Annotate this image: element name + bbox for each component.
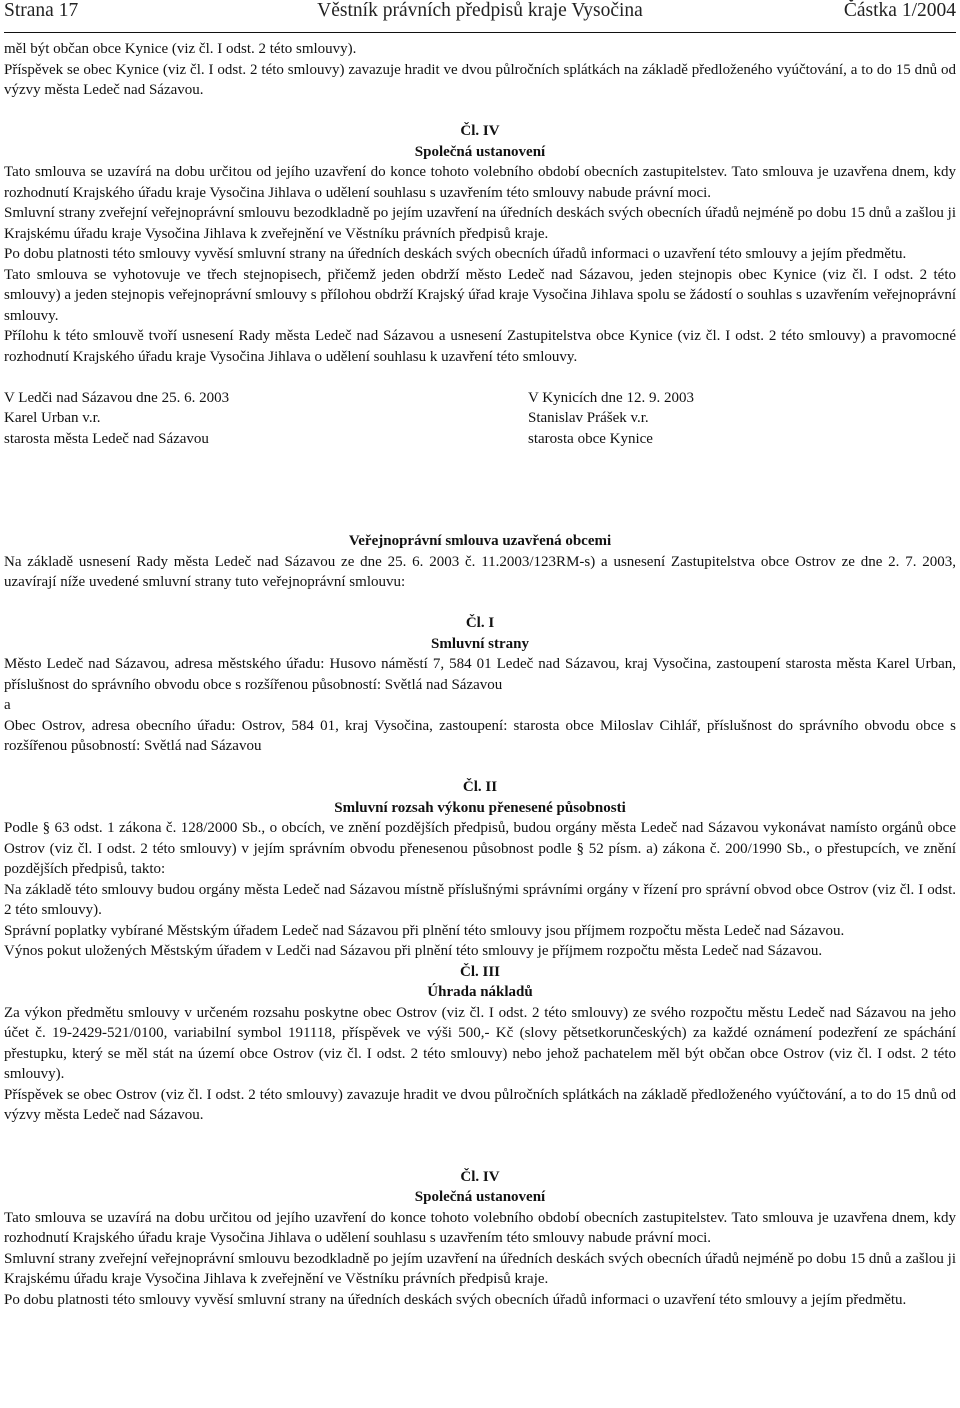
paragraph: Za výkon předmětu smlouvy v určeném rozsahu poskytne obec Ostrov (viz čl. I odst. 2 této smlouvy) ze svého rozpočtu městu Ledeč nad Sázavou na jeho účet č. 19-2429-521/0100, variabilní symbol 191118, příspěvek ve výši 500,- Kč (slovy pětsetkorunčeských) za každé oznámení podezření ze spáchání přestupku, který se měl stát na území obce Ostrov (viz čl. I odst. 2 této smlouvy) nebo jehož pachatelem měl být občan obce Ostrov (viz čl. I odst. 2 této smlouvy). xyxy=(4,1004,956,1082)
contract-title: Veřejnoprávní smlouva uzavřená obcemi xyxy=(348,533,612,549)
article-subheading: Úhrada nákladů xyxy=(427,984,533,1000)
paragraph: Na základě usnesení Rady města Ledeč nad Sázavou ze dne 25. 6. 2003 č. 11.2003/123RM-s) a usnesení Zastupitelstva obce Ostrov ze dne 2. 7. 2003, uzavírají níže uvedené smluvní strany tuto veřejnoprávní smlouvu: xyxy=(4,553,956,590)
paragraph: Výnos pokut uložených Městským úřadem v Ledči nad Sázavou při plnění této smlouvy je příjmem rozpočtu města Ledeč nad Sázavou. xyxy=(4,943,823,959)
article-heading: Čl. IV xyxy=(460,123,500,139)
paragraph: Po dobu platnosti této smlouvy vyvěsí smluvní strany na úředních deskách svých obecních úřadů informaci o uzavření této smlouvy a jejím předmětu. xyxy=(4,246,907,262)
paragraph: Po dobu platnosti této smlouvy vyvěsí smluvní strany na úředních deskách svých obecních úřadů informaci o uzavření této smlouvy a jejím předmětu. xyxy=(4,1291,907,1308)
paragraph: Podle § 63 odst. 1 zákona č. 128/2000 Sb., o obcích, ve znění pozdějších předpisů, budou orgány města Ledeč nad Sázavou vykonávat namísto orgánů obce Ostrov (viz čl. I odst. 2 této smlouvy) v jejím správním obvodu přenesenou působnost podle § 52 písm. a) zákona č. 200/1990 Sb., o přestupcích, ve znění pozdějších předpisů, takto: xyxy=(4,820,956,877)
signature-role: starosta města Ledeč nad Sázavou xyxy=(4,430,209,447)
paragraph: a xyxy=(4,697,11,713)
paragraph: měl být občan obce Kynice (viz čl. I odst. 2 této smlouvy). xyxy=(4,41,357,57)
paragraph: Příspěvek se obec Ostrov (viz čl. I odst. 2 této smlouvy) zavazuje hradit ve dvou půlročních splátkách na základě předloženého vyúčtování, a to do 15 dnů od výzvy města Ledeč nad Sázavou. xyxy=(4,1086,956,1123)
paragraph: Město Ledeč nad Sázavou, adresa městského úřadu: Husovo náměstí 7, 584 01 Ledeč nad Sázavou, kraj Vysočina, zastoupení starosta města Karel Urban, příslušnost do správního obvodu obce s rozšířenou působností: Světlá nad Sázavou xyxy=(4,656,956,693)
paragraph: Smluvní strany zveřejní veřejnoprávní smlouvu bezodkladně po jejím uzavření na úředních deskách svých obecních úřadů nejméně po dobu 15 dnů a zašlou ji Krajskému úřadu kraje Vysočina Jihlava k zveřejnění ve Věstníku právních předpisů kraje. xyxy=(4,205,956,242)
paragraph: Obec Ostrov, adresa obecního úřadu: Ostrov, 584 01, kraj Vysočina, zastoupení: starosta obce Miloslav Cihlář, příslušnost do správního obvodu obce s rozšířenou působností: Světlá nad Sázavou xyxy=(4,717,956,754)
paragraph: Tato smlouva se vyhotovuje ve třech stejnopisech, přičemž jeden obdrží město Ledeč nad Sázavou, jeden stejnopis obec Kynice (viz čl. I odst. 2 této smlouvy) a jeden stejnopis veřejnoprávní smlouvy s přílohou obdrží Krajský úřad kraje Vysočina Jihlava spolu se žádostí o souhlas s uzavřením veřejnoprávní smlouvy. xyxy=(4,266,956,324)
signature-place-date: V Kynicích dne 12. 9. 2003 xyxy=(528,389,694,406)
document-body xyxy=(4,39,956,1310)
article-heading: Čl. III xyxy=(459,963,500,980)
signature-left xyxy=(4,388,528,450)
signature-name: Stanislav Prášek v.r. xyxy=(528,410,649,426)
article-heading: Čl. I xyxy=(465,615,495,631)
paragraph: Příspěvek se obec Kynice (viz čl. I odst. 2 této smlouvy) zavazuje hradit ve dvou půlročních splátkách na základě předloženého vyúčtování, a to do 15 dnů od výzvy města Ledeč nad Sázavou. xyxy=(4,61,956,98)
page-header xyxy=(4,0,956,30)
signature-right xyxy=(528,388,956,450)
signature-place-date: V Ledči nad Sázavou dne 25. 6. 2003 xyxy=(4,389,230,406)
article-subheading: Společná ustanovení xyxy=(414,143,546,160)
paragraph: Správní poplatky vybírané Městským úřadem Ledeč nad Sázavou při plnění této smlouvy jsou příjmem rozpočtu města Ledeč nad Sázavou. xyxy=(4,922,845,939)
paragraph: Tato smlouva se uzavírá na dobu určitou od jejího uzavření do konce tohoto volebního období obecních zastupitelstev. Tato smlouva je uzavřena dnem, kdy rozhodnutí Krajského úřadu kraje Vysočina Jihlava o udělení souhlasu s uzavřením této smlouvy nabude právní moci. xyxy=(4,164,956,201)
page-number: Strana 17 xyxy=(4,0,79,21)
header-rule xyxy=(4,32,956,33)
paragraph: Na základě této smlouvy budou orgány města Ledeč nad Sázavou místně příslušnými správními orgány v řízení pro správní obvod obce Ostrov (viz čl. I odst. 2 této smlouvy). xyxy=(4,881,956,918)
paragraph: Tato smlouva se uzavírá na dobu určitou od jejího uzavření do konce tohoto volebního období obecních zastupitelstev. Tato smlouva je uzavřena dnem, kdy rozhodnutí Krajského úřadu kraje Vysočina Jihlava o udělení souhlasu s uzavřením této smlouvy nabude právní moci. xyxy=(4,1209,956,1246)
signature-name: Karel Urban v.r. xyxy=(4,410,101,426)
article-heading: Čl. IV xyxy=(460,1168,500,1185)
issue-number: Částka 1/2004 xyxy=(843,0,956,21)
signature-role: starosta obce Kynice xyxy=(528,430,653,447)
article-subheading: Společná ustanovení xyxy=(414,1189,546,1205)
paragraph: Přílohu k této smlouvě tvoří usnesení Rady města Ledeč nad Sázavou a usnesení Zastupitelstva obce Kynice (viz čl. I odst. 2 této smlouvy) a pravomocné rozhodnutí Krajského úřadu kraje Vysočina Jihlava o udělení souhlasu k uzavření této smlouvy. xyxy=(4,328,956,365)
paragraph: Smluvní strany zveřejní veřejnoprávní smlouvu bezodkladně po jejím uzavření na úředních deskách svých obecních úřadů nejméně po dobu 15 dnů a zašlou ji Krajskému úřadu kraje Vysočina Jihlava k zveřejnění ve Věstníku právních předpisů kraje. xyxy=(4,1250,956,1287)
article-subheading: Smluvní strany xyxy=(431,635,529,652)
article-heading: Čl. II xyxy=(462,779,498,795)
signature-block xyxy=(4,388,956,450)
article-subheading: Smluvní rozsah výkonu přenesené působnosti xyxy=(334,799,626,816)
journal-title: Věstník právních předpisů kraje Vysočina xyxy=(317,0,643,21)
